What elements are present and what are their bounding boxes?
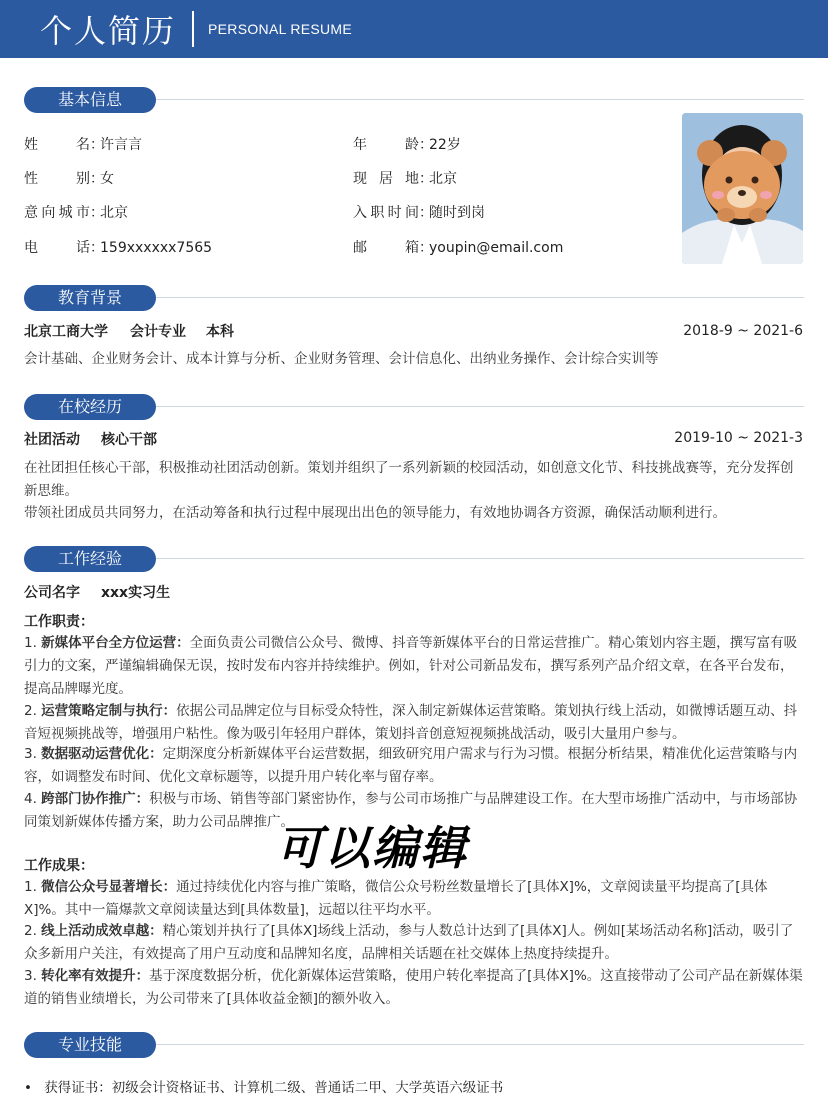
item-head: 新媒体平台全方位运营： bbox=[41, 635, 190, 651]
label: 现居地 bbox=[353, 171, 419, 187]
item-number: 1. bbox=[24, 635, 42, 651]
work-result-1 bbox=[24, 876, 804, 922]
colon: ： bbox=[419, 137, 433, 153]
section-education bbox=[24, 285, 804, 311]
item-body: 基于深度数据分析，优化新媒体运营策略，使用户转化率提高了[具体X]%。这直接带动了公司产品在新媒体渠道的销售业绩增长，为公司带来了[具体收益金额]的额外收入。 bbox=[24, 968, 803, 1007]
value: 159xxxxxx7565 bbox=[100, 240, 213, 256]
item-head: 跨部门协作推广： bbox=[41, 791, 150, 807]
item-number: 3. bbox=[24, 968, 42, 984]
work-result-2 bbox=[24, 920, 804, 966]
education-courses: 会计基础、企业财务会计、成本计算与分析、企业财务管理、会计信息化、出纳业务操作、会计综合实训等 bbox=[24, 351, 659, 367]
section-campus bbox=[24, 394, 804, 420]
colon: ： bbox=[419, 171, 433, 187]
education-school: 北京工商大学 bbox=[24, 324, 108, 340]
label: 电话 bbox=[24, 240, 90, 256]
section-rule bbox=[144, 558, 804, 559]
label: 性别 bbox=[24, 171, 90, 187]
campus-role: 核心干部 bbox=[101, 432, 157, 448]
section-title: 工作经验 bbox=[24, 546, 156, 572]
item-head: 转化率有效提升： bbox=[41, 968, 150, 984]
item-head: 运营策略定制与执行： bbox=[41, 703, 177, 719]
value: 女 bbox=[100, 171, 114, 187]
resume-title: 个人简历 bbox=[40, 12, 177, 50]
section-work bbox=[24, 546, 804, 572]
section-title: 基本信息 bbox=[24, 87, 156, 113]
section-title: 专业技能 bbox=[24, 1032, 156, 1058]
header-divider bbox=[192, 11, 194, 47]
item-number: 2. bbox=[24, 923, 42, 939]
education-period: 2018-9 ~ 2021-6 bbox=[683, 323, 803, 339]
label: 意向城市 bbox=[24, 205, 90, 221]
work-position: xxx实习生 bbox=[101, 585, 171, 601]
section-rule bbox=[144, 99, 804, 100]
work-duty-3 bbox=[24, 743, 804, 789]
item-head: 微信公众号显著增长： bbox=[41, 879, 177, 895]
section-skills bbox=[24, 1032, 804, 1058]
colon: ： bbox=[419, 205, 433, 221]
work-company: 公司名字 bbox=[24, 585, 80, 601]
info-city bbox=[24, 202, 128, 222]
resume-header bbox=[0, 0, 828, 58]
value: 随时到岗 bbox=[429, 205, 485, 221]
label: 邮箱 bbox=[353, 240, 419, 256]
education-degree: 本科 bbox=[206, 324, 234, 340]
section-title: 教育背景 bbox=[24, 285, 156, 311]
item-head: 数据驱动运营优化： bbox=[41, 746, 163, 762]
info-email bbox=[353, 237, 563, 257]
label: 入职时间 bbox=[353, 205, 419, 221]
campus-period: 2019-10 ~ 2021-3 bbox=[674, 430, 803, 446]
info-residence bbox=[353, 168, 457, 188]
value: youpin@email.com bbox=[429, 240, 564, 256]
education-major: 会计专业 bbox=[130, 324, 186, 340]
item-number: 4. bbox=[24, 791, 42, 807]
info-entry bbox=[353, 202, 485, 222]
editable-overlay-text: 可以编辑 bbox=[276, 821, 468, 875]
item-body: 依据公司品牌定位与目标受众特性，深入制定新媒体运营策略。策划执行线上活动，如微博话题互动、抖音短视频挑战等，增强用户粘性。像为吸引年轻用户群体，策划抖音创意短视频挑战活动，吸引大量用户参与。 bbox=[24, 703, 798, 742]
item-number: 1. bbox=[24, 879, 42, 895]
item-head: 线上活动成效卓越： bbox=[41, 923, 163, 939]
item-number: 2. bbox=[24, 703, 42, 719]
skills-item bbox=[24, 1076, 503, 1096]
section-basic-info bbox=[24, 87, 804, 113]
resume-subtitle: PERSONAL RESUME bbox=[208, 21, 353, 37]
item-body: 积极与市场、销售等部门紧密协作，参与公司市场推广与品牌建设工作。在大型市场推广活动中，与市场部协同策划新媒体传播方案，助力公司品牌推广。 bbox=[24, 791, 798, 830]
work-duty-2 bbox=[24, 700, 804, 746]
info-age bbox=[353, 134, 461, 154]
section-rule bbox=[144, 1044, 804, 1045]
value: 许言言 bbox=[100, 137, 142, 153]
work-duty-1 bbox=[24, 632, 804, 701]
item-body: 精心策划并执行了[具体X]场线上活动，参与人数总计达到了[具体X]人。例如[某场活动名称]活动，吸引了众多新用户关注，有效提高了用户互动度和品牌知名度，品牌相关话题在社交媒体上热度持续提升。 bbox=[24, 923, 794, 962]
colon: ： bbox=[419, 240, 433, 256]
info-name bbox=[24, 134, 142, 154]
profile-photo bbox=[682, 113, 803, 264]
value: 北京 bbox=[429, 171, 457, 187]
section-rule bbox=[144, 297, 804, 298]
campus-desc-1: 在社团担任核心干部，积极推动社团活动创新。策划并组织了一系列新颖的校园活动，如创意文化节、科技挑战赛等，充分发挥创新思维。 bbox=[24, 460, 794, 499]
bullet-icon: • bbox=[24, 1080, 32, 1096]
label: 年龄 bbox=[353, 137, 419, 153]
item-number: 3. bbox=[24, 746, 42, 762]
info-phone bbox=[24, 237, 212, 257]
colon: ： bbox=[90, 240, 104, 256]
section-rule bbox=[144, 406, 804, 407]
colon: ： bbox=[90, 137, 104, 153]
item-body: 通过持续优化内容与推广策略，微信公众号粉丝数量增长了[具体X]%，文章阅读量平均提高了[具体X]%。其中一篇爆款文章阅读量达到[具体数量]，远超以往平均水平。 bbox=[24, 879, 768, 918]
section-title: 在校经历 bbox=[24, 394, 156, 420]
campus-org: 社团活动 bbox=[24, 432, 80, 448]
info-gender bbox=[24, 168, 114, 188]
skills-text: 获得证书：初级会计资格证书、计算机二级、普通话二甲、大学英语六级证书 bbox=[44, 1080, 504, 1096]
work-result-3 bbox=[24, 965, 804, 1011]
item-body: 全面负责公司微信公众号、微博、抖音等新媒体平台的日常运营推广。精心策划内容主题，撰写富有吸引力的文案，严谨编辑确保无误，按时发布内容并持续维护。例如，针对公司新品发布，撰写系列产品介绍文章，在各平台发布，提高品牌曝光度。 bbox=[24, 635, 798, 697]
work-duties-title: 工作职责： bbox=[24, 614, 94, 630]
value: 北京 bbox=[100, 205, 128, 221]
photo-illustration bbox=[682, 113, 803, 264]
colon: ： bbox=[90, 171, 104, 187]
label: 姓名 bbox=[24, 137, 90, 153]
work-results-title: 工作成果： bbox=[24, 858, 94, 874]
campus-desc-2: 带领社团成员共同努力，在活动筹备和执行过程中展现出出色的领导能力，有效地协调各方资源，确保活动顺利进行。 bbox=[24, 505, 726, 521]
item-body: 定期深度分析新媒体平台运营数据，细致研究用户需求与行为习惯。根据分析结果，精准优化运营策略与内容，如调整发布时间、优化文章标题等，以提升用户转化率与留存率。 bbox=[24, 746, 798, 785]
colon: ： bbox=[90, 205, 104, 221]
value: 22岁 bbox=[429, 137, 461, 153]
